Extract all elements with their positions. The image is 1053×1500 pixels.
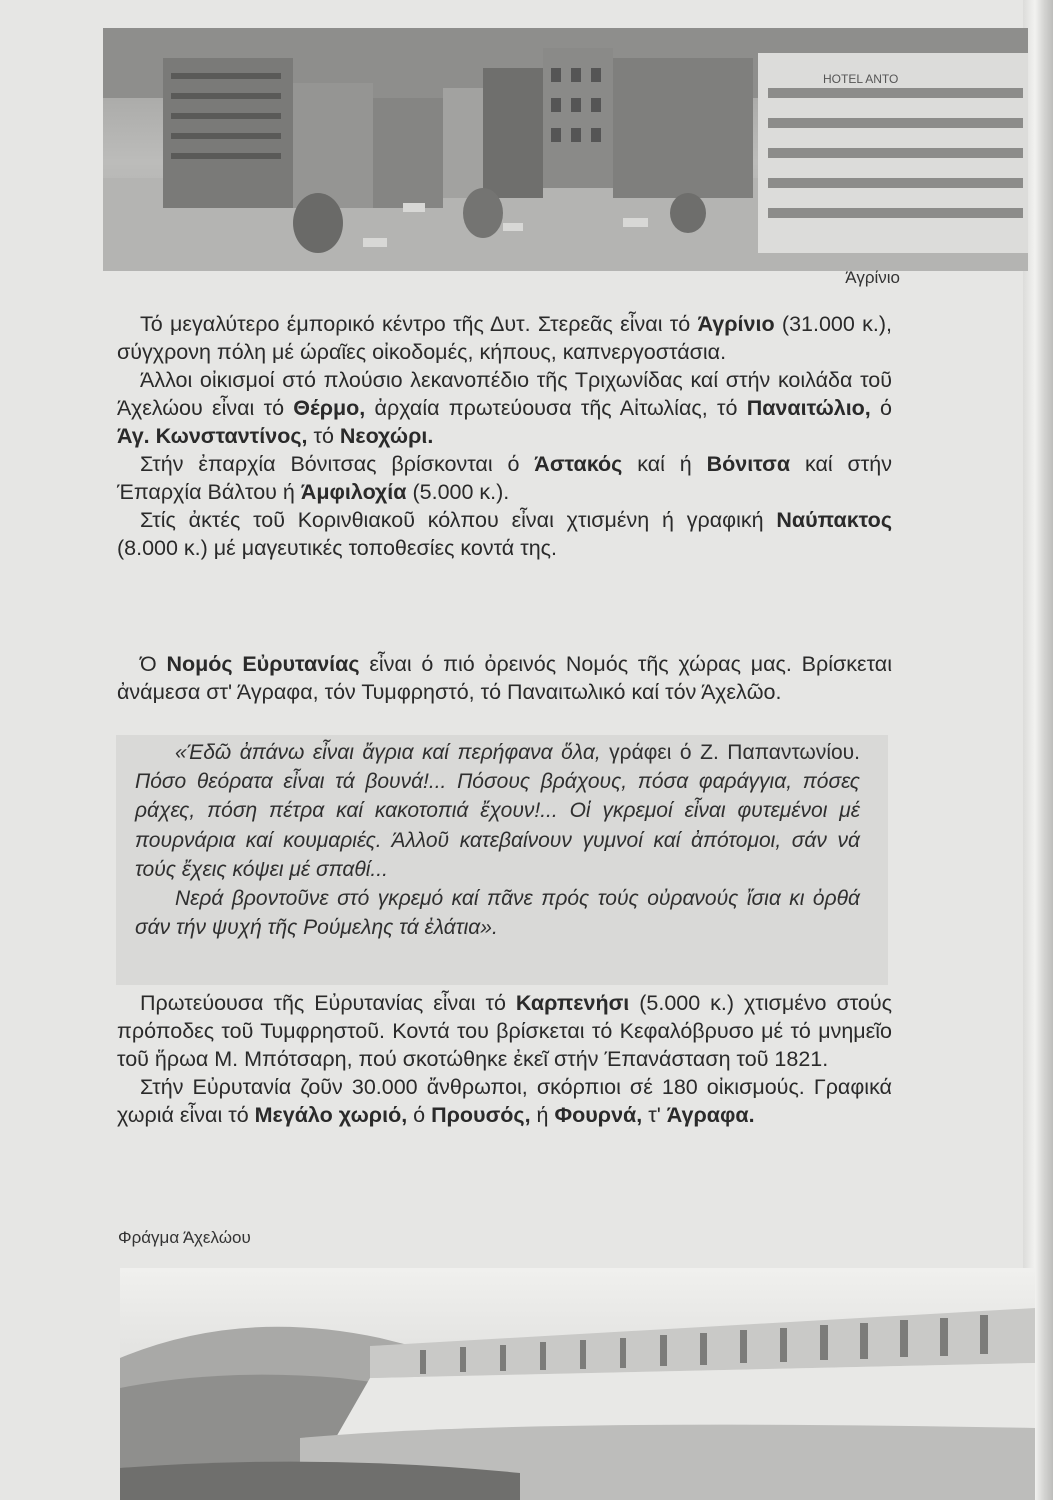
acheloos-dam-photo	[120, 1268, 1035, 1500]
agrinio-caption: Άγρίνιο	[845, 268, 900, 287]
hotel-sign: HOTEL ANTO	[823, 72, 899, 86]
paragraph: Στήν ἐπαρχία Βόνιτσας βρίσκονται ό Άστακός καί ή Βόνιτσα καί στήν Έπαρχία Βάλτου ή Άμφιλοχία (5.000 κ.).	[117, 452, 892, 504]
paragraph: Στίς ἀκτές τοῦ Κορινθιακοῦ κόλπου εἶναι χτισμένη ή γραφική Ναύπακτος (8.000 κ.) μέ μαγευτικές τοποθεσίες κοντά της.	[117, 508, 892, 560]
quote-block	[135, 738, 860, 942]
agrinio-photo-drawing	[103, 28, 1028, 271]
section-aitoloakarnania	[117, 310, 892, 562]
paragraph: Άλλοι οἰκισμοί στό πλούσιο λεκανοπέδιο τῆς Τριχωνίδας καί στήν κοιλάδα τοῦ Άχελώου εἶναι τό Θέρμο, ἀρχαία πρωτεύουσα τῆς Αἰτωλίας, τό Παναιτώλιο, ό Άγ. Κωνσταντίνος, τό Νεοχώρι.	[117, 368, 892, 448]
acheloos-dam-drawing	[120, 1268, 1035, 1500]
paragraph: Στήν Εὐρυτανία ζοῦν 30.000 ἄνθρωποι, σκόρπιοι σέ 180 οἰκισμούς. Γραφικά χωριά εἶναι τό Μεγάλο χωριό, ό Προυσός, ή Φουρνά, τ' Άγραφα.	[117, 1075, 892, 1127]
agrinio-photo	[103, 28, 1028, 271]
dam-caption: Φράγμα Άχελώου	[118, 1228, 251, 1247]
section-evrytania	[117, 650, 892, 706]
quote-paragraph: Νερά βροντοῦνε στό γκρεμό καί πᾶνε πρός τούς οὐρανούς ἴσια κι ὀρθά σάν τήν ψυχή τῆς Ρούμελης τά ἐλάτια».	[135, 887, 860, 940]
section-karpenisi	[117, 989, 892, 1129]
paragraph: Πρωτεύουσα τῆς Εὐρυτανίας εἶναι τό Καρπενήσι (5.000 κ.) χτισμένο στούς πρόποδες τοῦ Τυμφρηστοῦ. Κοντά του βρίσκεται τό Κεφαλόβρυσο μέ τό μνημεῖο τοῦ ἥρωα Μ. Μπότσαρη, πού σκοτώθηκε ἐκεῖ στήν Έπανάσταση τοῦ 1821.	[117, 991, 892, 1071]
quote-paragraph: «Έδῶ ἀπάνω εἶναι ἄγρια καί περήφανα ὅλα, γράφει ό Ζ. Παπαντωνίου. Πόσο θεόρατα εἶναι τά βουνά!... Πόσους βράχους, πόσα φαράγγια, πόσες ράχες, πόση πέτρα καί κακοτοπιά ἔχουν!... Οἱ γκρεμοί εἶναι φυτεμένοι μέ πουρνάρια καί κουμαριές. Άλλοῦ κατεβαίνουν γυμνοί καί ἀπότομοι, σάν νά τούς ἔχεις κόψει μέ σπαθί...	[135, 741, 860, 881]
paragraph: Τό μεγαλύτερο έμπορικό κέντρο τῆς Δυτ. Στερεᾶς εἶναι τό Άγρίνιο (31.000 κ.), σύγχρονη πόλη μέ ώραῖες οἰκοδομές, κήπους, καπνεργοστάσια.	[117, 312, 892, 364]
paragraph: Ό Νομός Εὐρυτανίας εἶναι ό πιό ὀρεινός Νομός τῆς χώρας μας. Βρίσκεται ἀνάμεσα στ' Άγραφα, τόν Τυμφρηστό, τό Παναιτωλικό καί τόν Άχελῶο.	[117, 652, 893, 704]
